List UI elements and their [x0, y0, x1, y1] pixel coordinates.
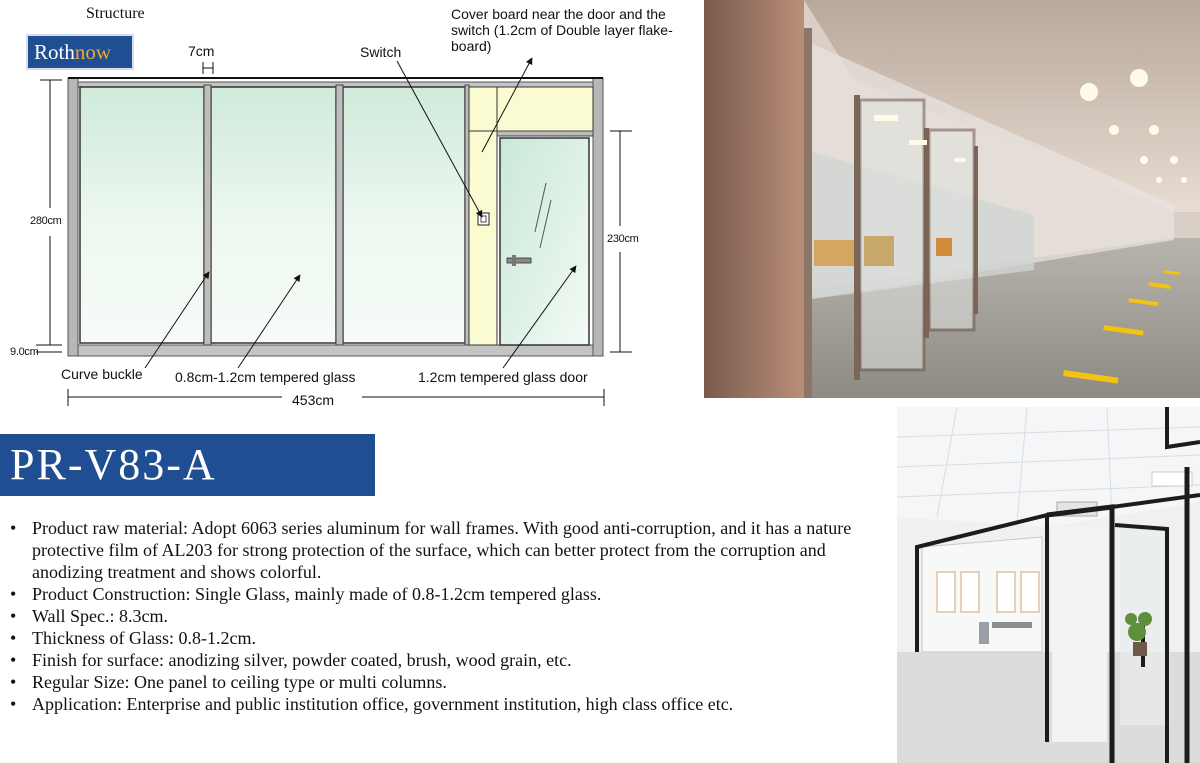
door-glass-label: 1.2cm tempered glass door	[418, 369, 588, 385]
model-title: PR-V83-A	[10, 440, 217, 489]
spec-item-application: • Application: Enterprise and public institution office, government institution, high class office etc.	[10, 693, 890, 715]
spec-item-glass-thickness: • Thickness of Glass: 0.8-1.2cm.	[10, 627, 890, 649]
brand-logo-text: Roth	[34, 40, 75, 64]
height-door-label: 230cm	[607, 233, 639, 245]
diagram-heading: Structure	[86, 5, 145, 22]
glass-door	[500, 138, 589, 345]
cover-board-note: Cover board near the door and the switch (1.2cm of Double layer flake-board)	[451, 6, 673, 54]
spec-item-material: • Product raw material: Adopt 6063 series aluminum for wall frames. With good anti-corruption, and it has a nature protective film of AL203 for strong protection of the surface, which can better protect from the corruption and anodizing treatment and shows colorful.	[10, 517, 890, 583]
spec-item-wall-spec: • Wall Spec.: 8.3cm.	[10, 605, 890, 627]
glass-panels	[80, 85, 469, 345]
spec-item-construction: • Product Construction: Single Glass, mainly made of 0.8-1.2cm tempered glass.	[10, 583, 890, 605]
office-photo	[897, 407, 1200, 763]
frame-width-bracket	[203, 62, 213, 74]
switch-icon	[478, 213, 489, 225]
spec-list	[10, 517, 890, 715]
curve-buckle-label: Curve buckle	[61, 366, 143, 382]
frame-width-label: 7cm	[188, 43, 215, 59]
height-total-label: 280cm	[30, 215, 62, 227]
base-height-label: 9.0cm	[10, 346, 39, 358]
width-total-label: 453cm	[292, 392, 335, 408]
structure-drawing	[0, 0, 700, 420]
brand-logo-accent: now	[74, 40, 112, 64]
tempered-glass-label: 0.8cm-1.2cm tempered glass	[175, 369, 356, 385]
corridor-photo	[704, 0, 1200, 398]
switch-label: Switch	[360, 44, 402, 60]
spec-item-finish: • Finish for surface: anodizing silver, powder coated, brush, wood grain, etc.	[10, 649, 890, 671]
spec-item-size: • Regular Size: One panel to ceiling type or multi columns.	[10, 671, 890, 693]
